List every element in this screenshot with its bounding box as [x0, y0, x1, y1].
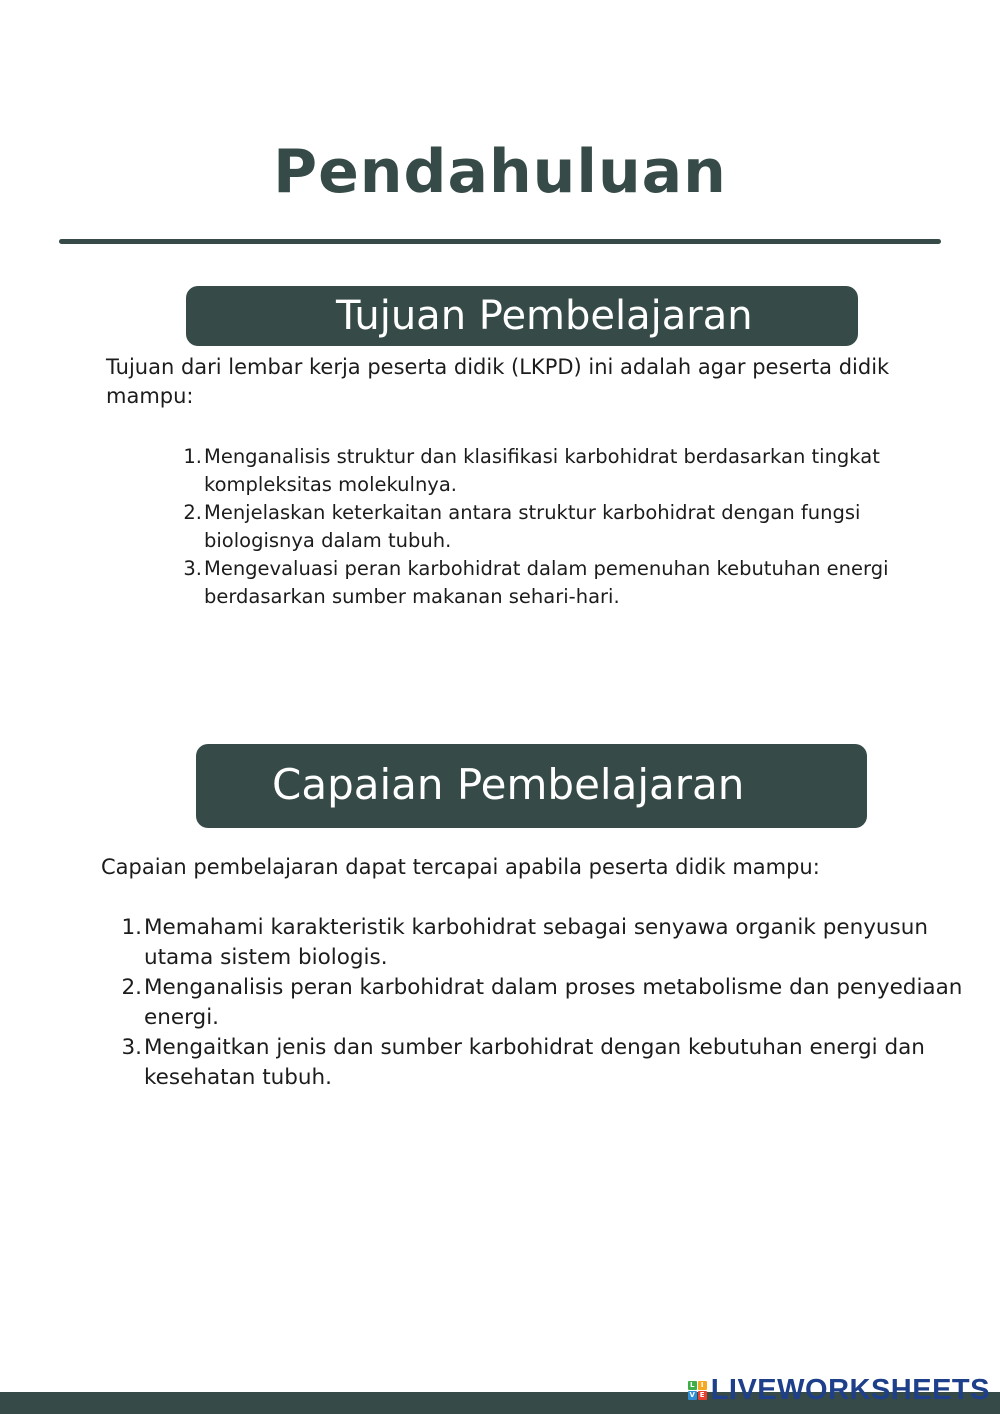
list-item-text: Menjelaskan keterkaitan antara struktur karbohidrat dengan fungsi biologisnya dalam tubuh.: [204, 501, 861, 552]
list-item-text: Mengevaluasi peran karbohidrat dalam pemenuhan kebutuhan energi berdasarkan sumber makanan sehari-hari.: [204, 557, 889, 608]
capaian-intro: Capaian pembelajaran dapat tercapai apabila peserta didik mampu:: [101, 855, 820, 879]
logo-tile: L: [688, 1381, 697, 1390]
list-item-text: Mengaitkan jenis dan sumber karbohidrat dengan kebutuhan energi dan kesehatan tubuh.: [144, 1035, 925, 1090]
title-divider: [59, 239, 941, 244]
page-title: Pendahuluan: [273, 137, 727, 208]
list-item: [174, 499, 894, 555]
tujuan-heading-banner: [186, 286, 858, 346]
liveworksheets-logo-icon: [688, 1381, 707, 1400]
list-item: [113, 913, 973, 973]
list-item-number: 1.: [121, 915, 142, 940]
liveworksheets-wordmark: LIVEWORKSHEETS: [710, 1374, 990, 1406]
capaian-heading-banner: [196, 744, 867, 828]
liveworksheets-brand[interactable]: [688, 1374, 990, 1406]
list-item-number: 2.: [121, 975, 142, 1000]
list-item-text: Menganalisis struktur dan klasifikasi karbohidrat berdasarkan tingkat kompleksitas molekulnya.: [204, 445, 880, 496]
list-item-text: Memahami karakteristik karbohidrat sebagai senyawa organik penyusun utama sistem biologis.: [144, 915, 928, 970]
list-item: [174, 555, 894, 611]
tujuan-intro: Tujuan dari lembar kerja peserta didik (LKPD) ini adalah agar peserta didik mampu:: [106, 355, 890, 408]
list-item-number: 3.: [183, 557, 202, 580]
list-item-number: 3.: [121, 1035, 142, 1060]
logo-tile: E: [698, 1391, 707, 1400]
capaian-heading: Capaian Pembelajaran: [272, 760, 745, 809]
logo-tile: V: [689, 1390, 695, 1399]
list-item: [113, 1033, 973, 1093]
tujuan-heading: Tujuan Pembelajaran: [336, 293, 753, 339]
capaian-list: [113, 913, 973, 1093]
list-item-number: 1.: [183, 445, 202, 468]
list-item: [113, 973, 973, 1033]
list-item: [174, 443, 894, 499]
list-item-number: 2.: [183, 501, 202, 524]
list-item-text: Menganalisis peran karbohidrat dalam proses metabolisme dan penyediaan energi.: [144, 975, 963, 1030]
tujuan-list: [174, 443, 894, 611]
logo-tile: I: [698, 1381, 707, 1390]
